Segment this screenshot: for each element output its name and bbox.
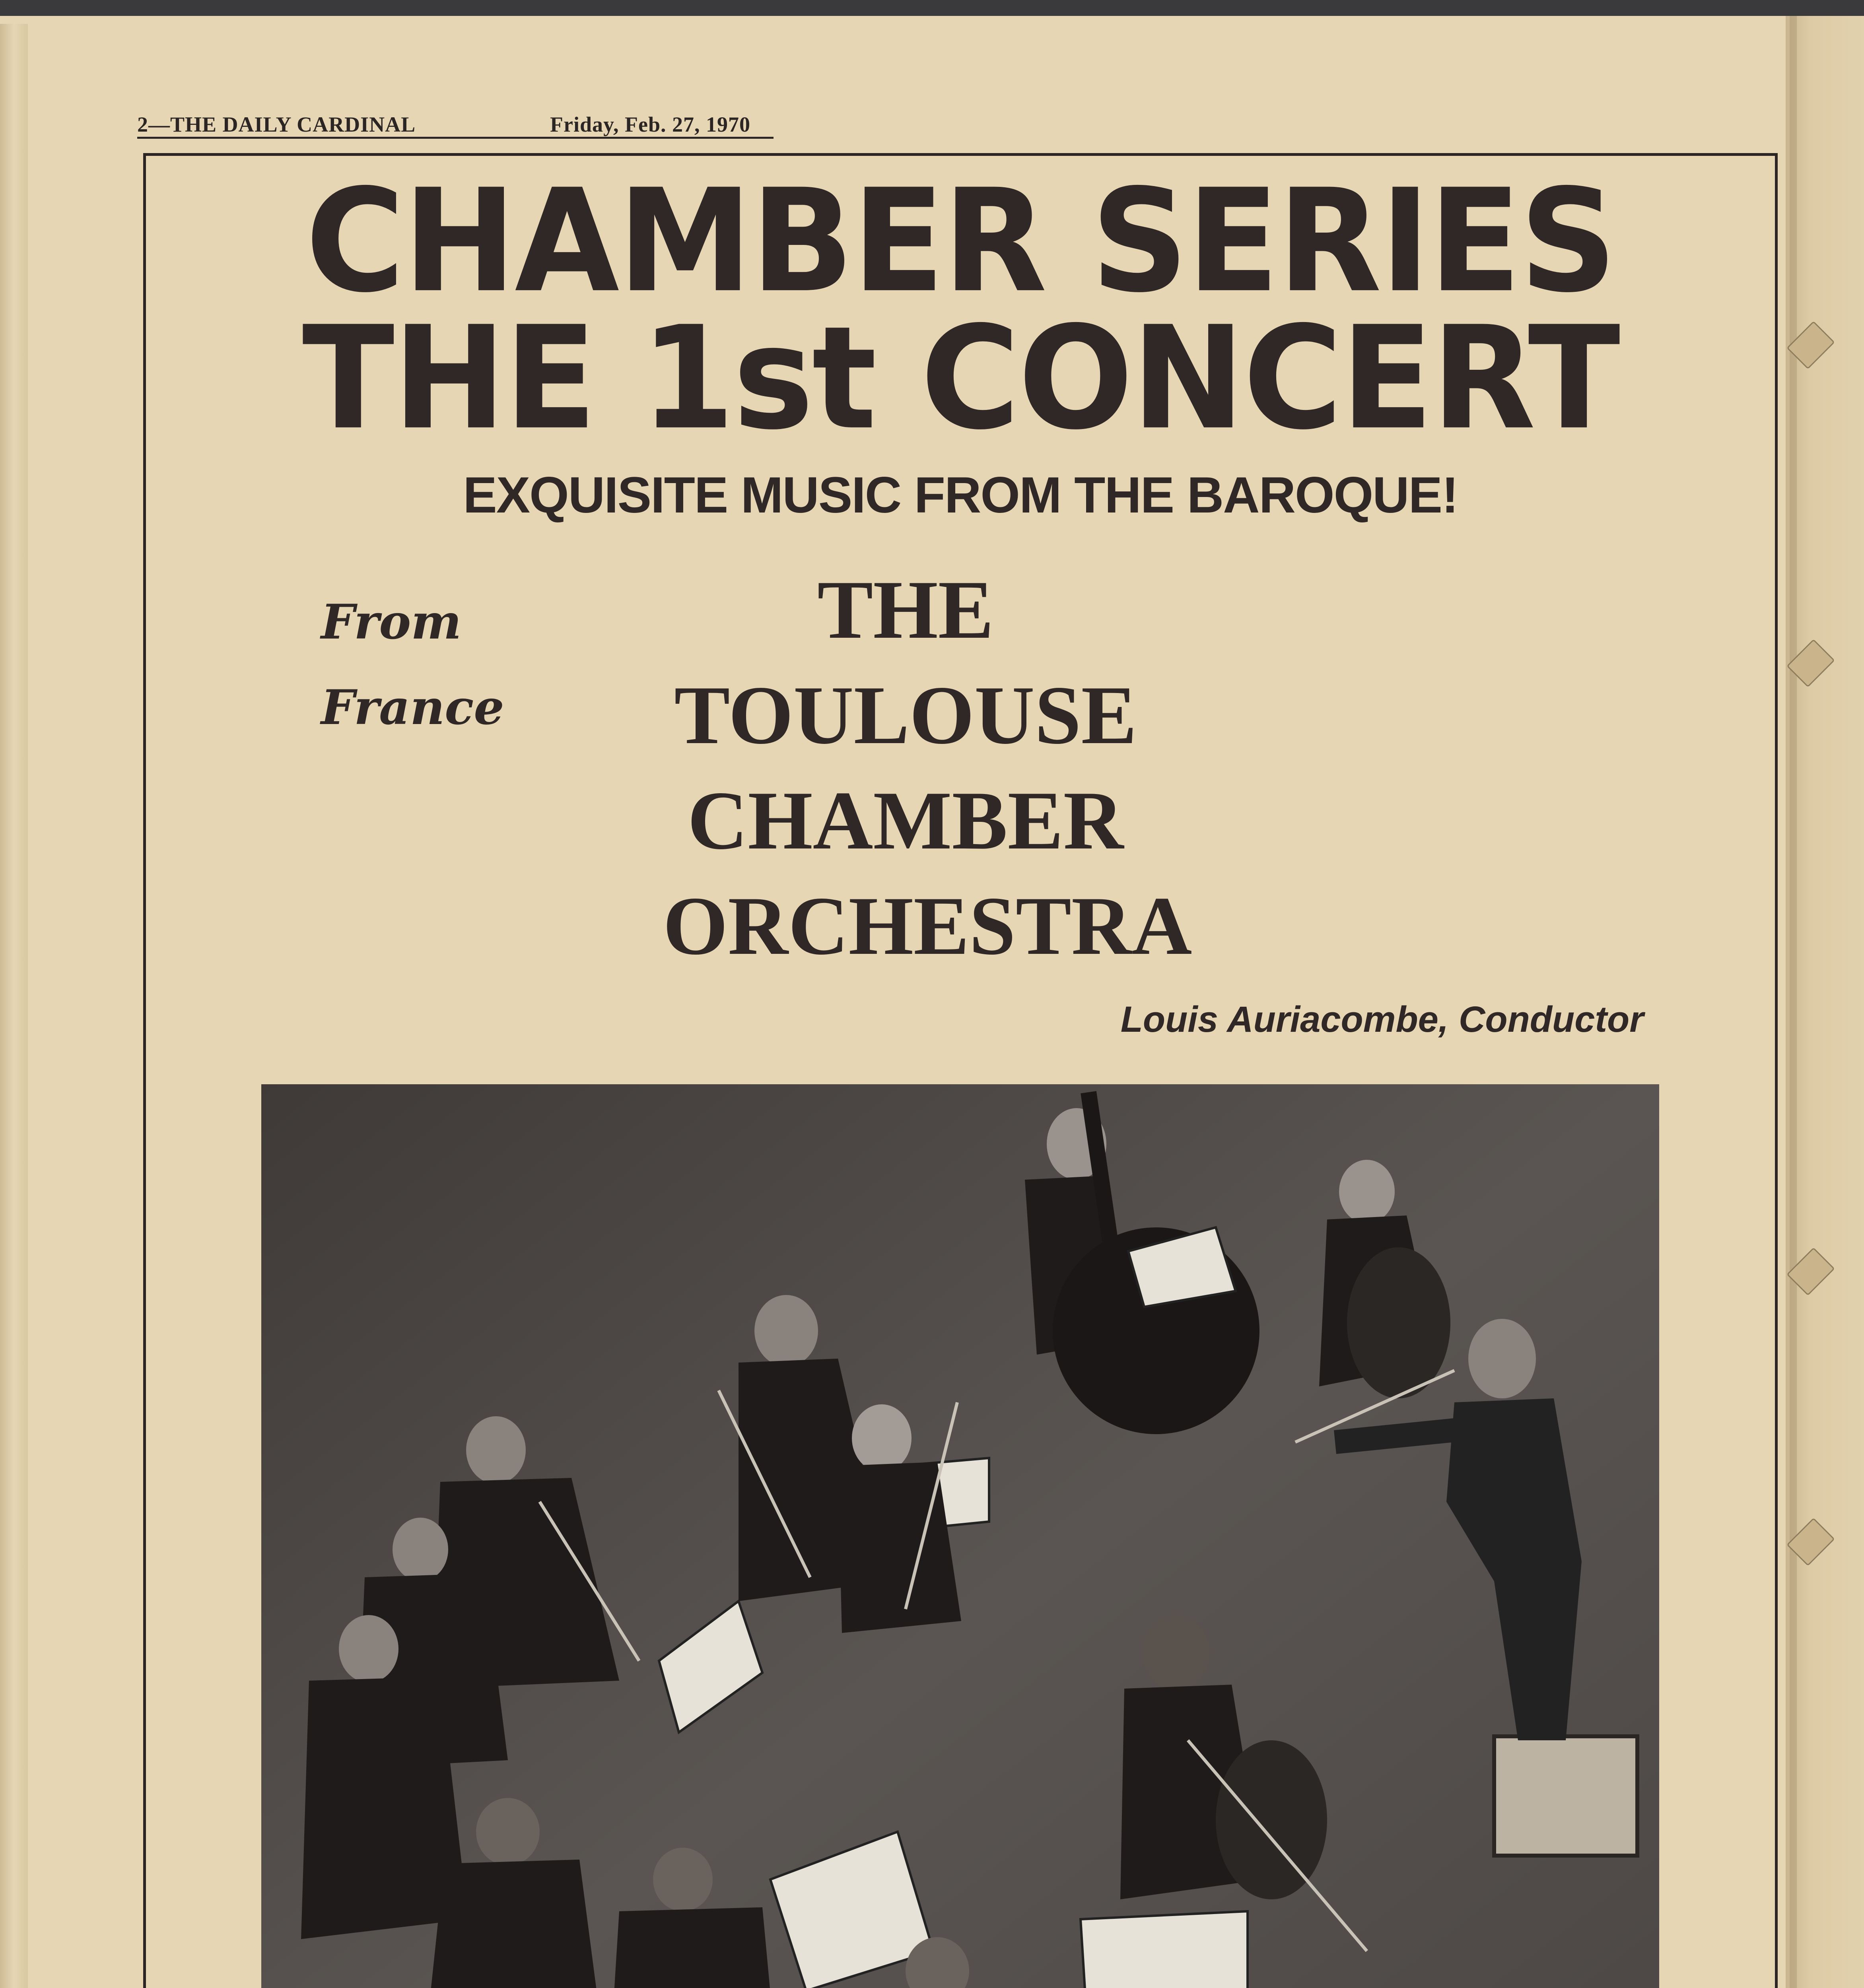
binding-gutter <box>1786 16 1864 1988</box>
orchestra-line: CHAMBER <box>687 775 1124 867</box>
orchestra-name <box>663 557 1192 979</box>
orchestra-photo-illustration <box>261 1084 1659 1988</box>
orchestra-line: ORCHESTRA <box>663 880 1192 972</box>
headline-chamber-series: CHAMBER SERIES <box>305 159 1615 324</box>
orchestra-line: THE <box>817 564 994 656</box>
issue-date: Friday, Feb. 27, 1970 <box>550 113 750 136</box>
headline-first-concert: THE 1st CONCERT <box>302 296 1619 461</box>
from-france-label <box>321 579 504 750</box>
orchestra-photograph <box>261 1084 1659 1988</box>
page-and-paper-name: 2—THE DAILY CARDINAL <box>137 113 416 136</box>
running-head <box>137 112 750 137</box>
france-line: France <box>321 679 504 736</box>
from-line: From <box>321 594 462 650</box>
page-edge-stack <box>0 24 28 1988</box>
orchestra-line: TOULOUSE <box>674 669 1137 761</box>
gutter-crease <box>1790 16 1797 1988</box>
subhead: EXQUISITE MUSIC FROM THE BAROQUE! <box>463 467 1458 524</box>
concert-advertisement <box>143 153 1778 1988</box>
running-head-rule <box>137 137 774 139</box>
conductor-credit: Louis Auriacombe, Conductor <box>1120 999 1644 1040</box>
